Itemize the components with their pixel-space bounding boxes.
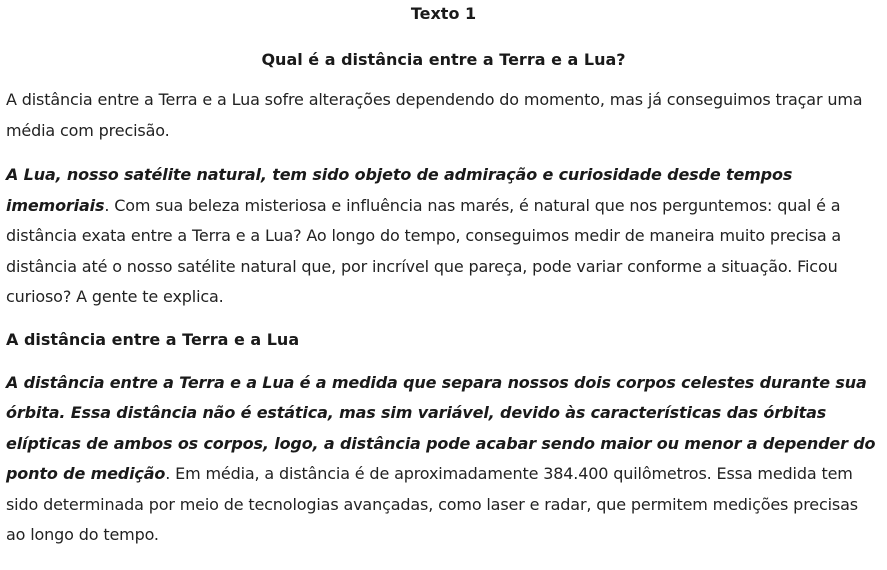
- section-heading: A distância entre a Terra e a Lua: [6, 329, 300, 349]
- document-title: Texto 1: [410, 4, 477, 23]
- moon-paragraph: [6, 160, 881, 313]
- moon-paragraph-emphasis: A Lua, nosso satélite natural, tem sido objeto de admiração e curiosidade desde tempos imemoriais: [6, 165, 793, 215]
- distance-paragraph-text: . Em média, a distância é de aproximadamente 384.400 quilômetros. Essa medida tem sido determinada por meio de tecnologias avançadas, como laser e radar, que permitem medições precisas ao longo do tempo.: [6, 464, 858, 544]
- intro-paragraph: A distância entre a Terra e a Lua sofre alterações dependendo do momento, mas já conseguimos traçar uma média com precisão.: [6, 90, 863, 140]
- moon-paragraph-text: . Com sua beleza misteriosa e influência nas marés, é natural que nos perguntemos: qual é a distância exata entre a Terra e a Lua? Ao longo do tempo, conseguimos medir de maneira muito precisa a distância até o nosso satélite natural que, por incrível que pareça, pode variar conforme a situação. Ficou curioso? A gente te explica.: [6, 195, 842, 306]
- document-subtitle: Qual é a distância entre a Terra e a Lua?: [261, 50, 626, 69]
- distance-paragraph: [6, 368, 881, 551]
- distance-paragraph-emphasis: A distância entre a Terra e a Lua é a medida que separa nossos dois corpos celestes durante sua órbita. Essa distância não é estática, mas sim variável, devido às características das órbitas elípticas de ambos os corpos, logo, a distância pode acabar sendo maior ou menor a depender do ponto de medição: [6, 372, 876, 483]
